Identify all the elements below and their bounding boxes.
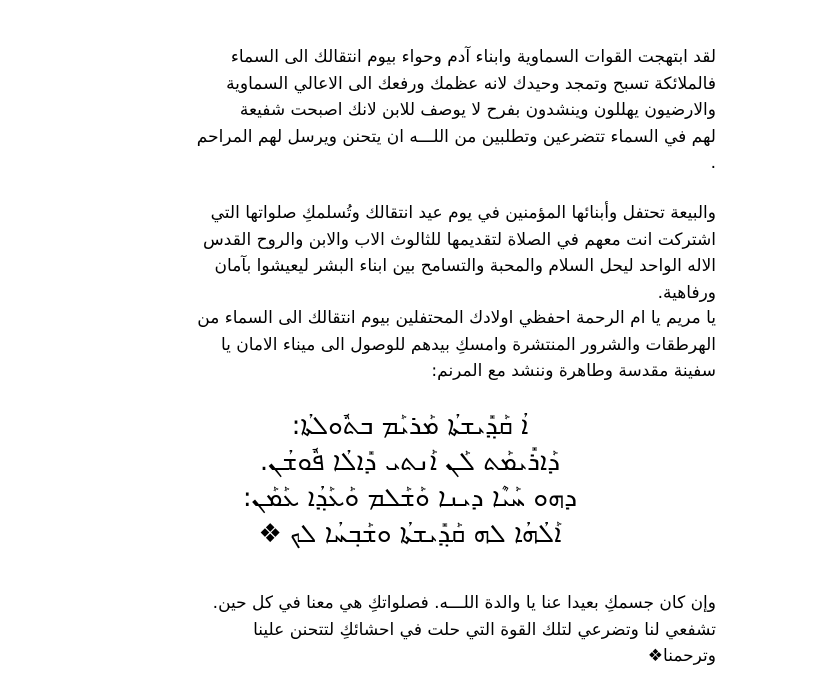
text-line: وإن كان جسمكِ بعيدا عنا يا والدة اللـــه. فصلواتكِ هي معنا في كل حين. <box>212 593 716 613</box>
text-line: وترحمنا❖ <box>647 646 716 666</box>
text-line: يا مريم يا ام الرحمة احفظي اولادك المحتفلين بيوم انتقالك الى السماء من <box>197 308 716 328</box>
text-line: سفينة مقدسة وطاهرة وننشد مع المرنم: <box>431 361 716 381</box>
text-line: الهرطقات والشرور المنتشرة وامسكِ بيدهم للوصول الى ميناء الامان يا <box>220 334 716 355</box>
paragraph-intro <box>104 44 716 177</box>
text-line: . <box>710 153 716 173</box>
text-line: والبيعة تحتفل وأبنائها المؤمنين في يوم عيد انتقالك وتُسلمكِ صلواتها التي <box>210 203 716 223</box>
hymn-line: ܕܰܐܪܺܝܡܰܬ ܠܰܢ ܐܰܢܬܝ ܕܺܐܠܳܐ ܦܽܘܫܳܢ. <box>259 447 561 477</box>
text-line: لقد ابتهجت القوات السماوية وابناء آدم وحواء بيوم انتقالك الى السماء <box>230 47 716 67</box>
syriac-hymn <box>104 408 716 552</box>
text-line: تشفعي لنا وتضرعي لتلك القوة التي حلت في احشائكِ لتتحنن علينا <box>253 619 716 640</box>
text-line: لهم في السماء تتضرعين وتطلبين من اللـــه ان يتحنن ويرسل لهم المراحم <box>196 126 716 147</box>
paragraph-closing <box>104 590 716 670</box>
text-line: الاله الواحد ليحل السلام والمحبة والتسامح بين ابناء البشر ليعيشوا بآمان <box>214 256 716 276</box>
paragraph-prayer <box>104 305 716 385</box>
text-line: فالملائكة تسبح وتمجد وحيدك لانه عظمك ورفعك الى الاعالي السماوية <box>226 73 716 94</box>
hymn-line: ܕܗܘ ܚܰܝܶܐ ܕܝܢܐ ܘܰܫܰܠܡ ܘܰܥܰܕ݂ܳܐ ܥܰܡܰܢ: <box>242 483 578 513</box>
hymn-line: ܐܳ ܩܰܕ݂ܺܝܫܬܳܐ ܡܰܪܝܰܡ ܒܬܽܘܠܬܳܐ: <box>291 411 529 441</box>
text-line: والارضيون يهللون وينشدون بفرح لا يوصف للابن لانك اصبحت شفيعة <box>239 100 716 120</box>
paragraph-church <box>104 200 716 306</box>
text-line: ورفاهية. <box>657 282 716 303</box>
text-line: اشتركت انت معهم في الصلاة لتقديمها للثالوث الاب والابن والروح القدس <box>203 229 716 250</box>
hymn-line: ܐܰܠܳܗܳܐ ܠܗ ܩܰܕ݂ܺܝܫܬܳܐ ܘܫܰܒ݂ܚܳܐ ܠܟ ❖ <box>258 519 562 549</box>
document-page <box>104 0 716 696</box>
